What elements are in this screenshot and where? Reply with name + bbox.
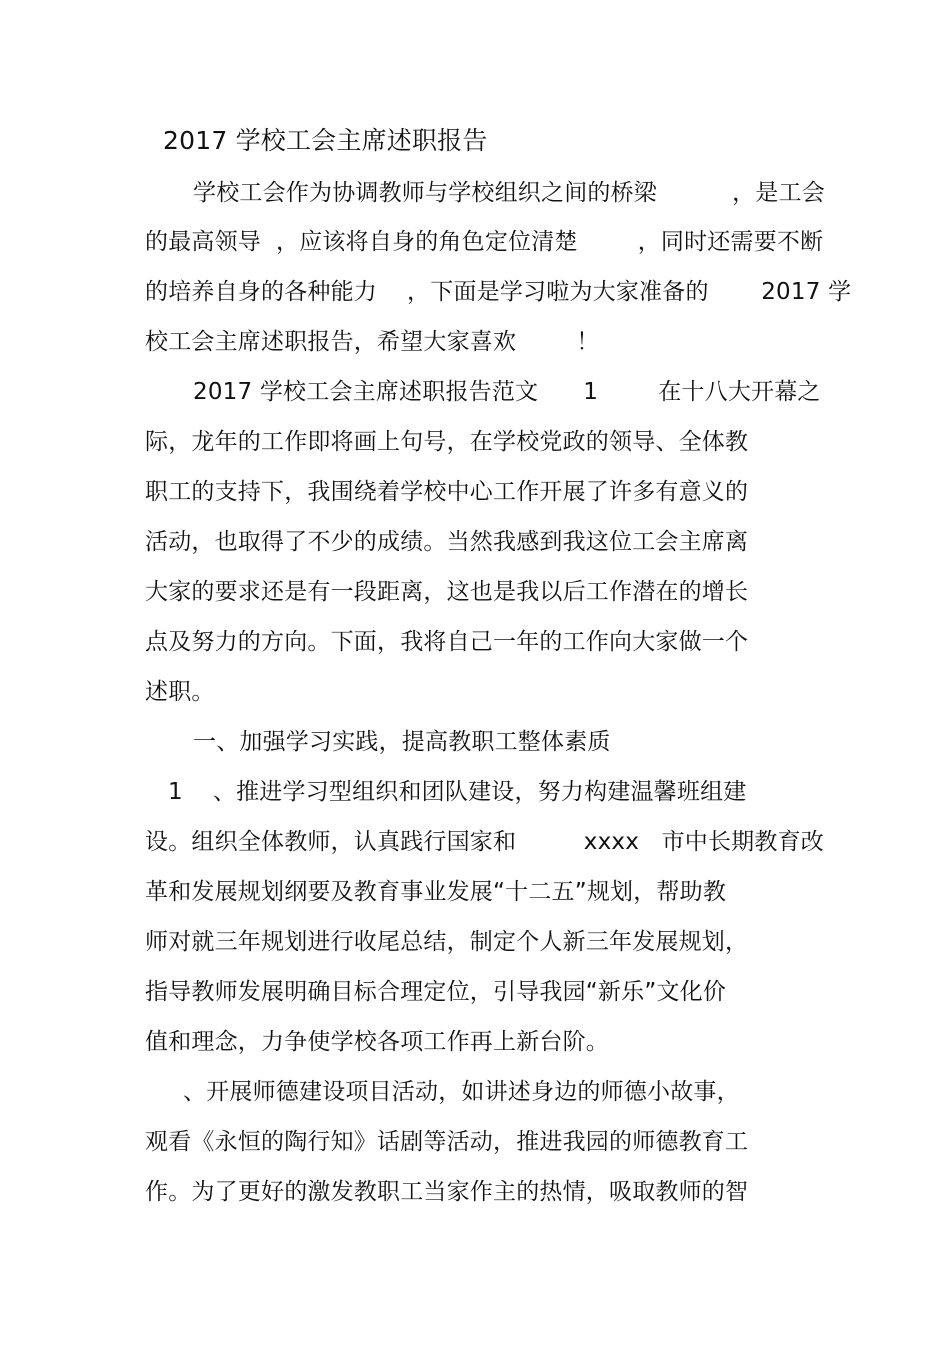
text-line: 指导教师发展明确目标合理定位，引导我园“新乐”文化价 xyxy=(145,979,727,1005)
text-line: 作。为了更好的激发教职工当家作主的热情，吸取教师的智 xyxy=(145,1179,749,1205)
text-line: 学校工会作为协调教师与学校组织之间的桥梁 ，是工会 xyxy=(193,180,825,206)
text-line: 观看《永恒的陶行知》话剧等活动，推进我园的师德教育工 xyxy=(145,1129,749,1155)
text-line: 点及努力的方向。下面，我将自己一年的工作向大家做一个 xyxy=(145,629,749,655)
document-title: 2017 学校工会主席述职报告 xyxy=(163,126,488,155)
text-line: 值和理念，力争使学校各项工作再上新台阶。 xyxy=(145,1029,609,1055)
text-line: 际，龙年的工作即将画上句号，在学校党政的领导、全体教 xyxy=(145,429,749,455)
text-line: 革和发展规划纲要及教育事业发展“十二五”规划，帮助教 xyxy=(145,879,727,905)
text-line: 的培养自身的各种能力 ，下面是学习啦为大家准备的 2017 学 xyxy=(145,279,852,305)
text-line: 大家的要求还是有一段距离，这也是我以后工作潜在的增长 xyxy=(145,579,749,605)
text-line: 的最高领导 ，应该将自身的角色定位清楚 ，同时还需要不断 xyxy=(145,229,824,255)
text-line: 职工的支持下，我围绕着学校中心工作开展了许多有意义的 xyxy=(145,479,749,505)
text-line: 活动，也取得了不少的成绩。当然我感到我这位工会主席离 xyxy=(145,529,749,555)
text-line: 述职。 xyxy=(145,679,215,705)
text-line: 、开展师德建设项目活动，如讲述身边的师德小故事， xyxy=(183,1079,740,1105)
text-line: 师对就三年规划进行收尾总结，制定个人新三年发展规划， xyxy=(145,929,749,955)
text-line: 设。组织全体教师，认真践行国家和 xxxx 市中长期教育改 xyxy=(145,829,824,855)
section-heading: 一、加强学习实践，提高教职工整体素质 xyxy=(193,729,611,755)
text-line: 1 、推进学习型组织和团队建设，努力构建温馨班组建 xyxy=(168,779,747,805)
text-line: 2017 学校工会主席述职报告范文 1 在十八大开幕之 xyxy=(193,379,821,405)
text-line: 校工会主席述职报告，希望大家喜欢 ！ xyxy=(145,329,600,355)
